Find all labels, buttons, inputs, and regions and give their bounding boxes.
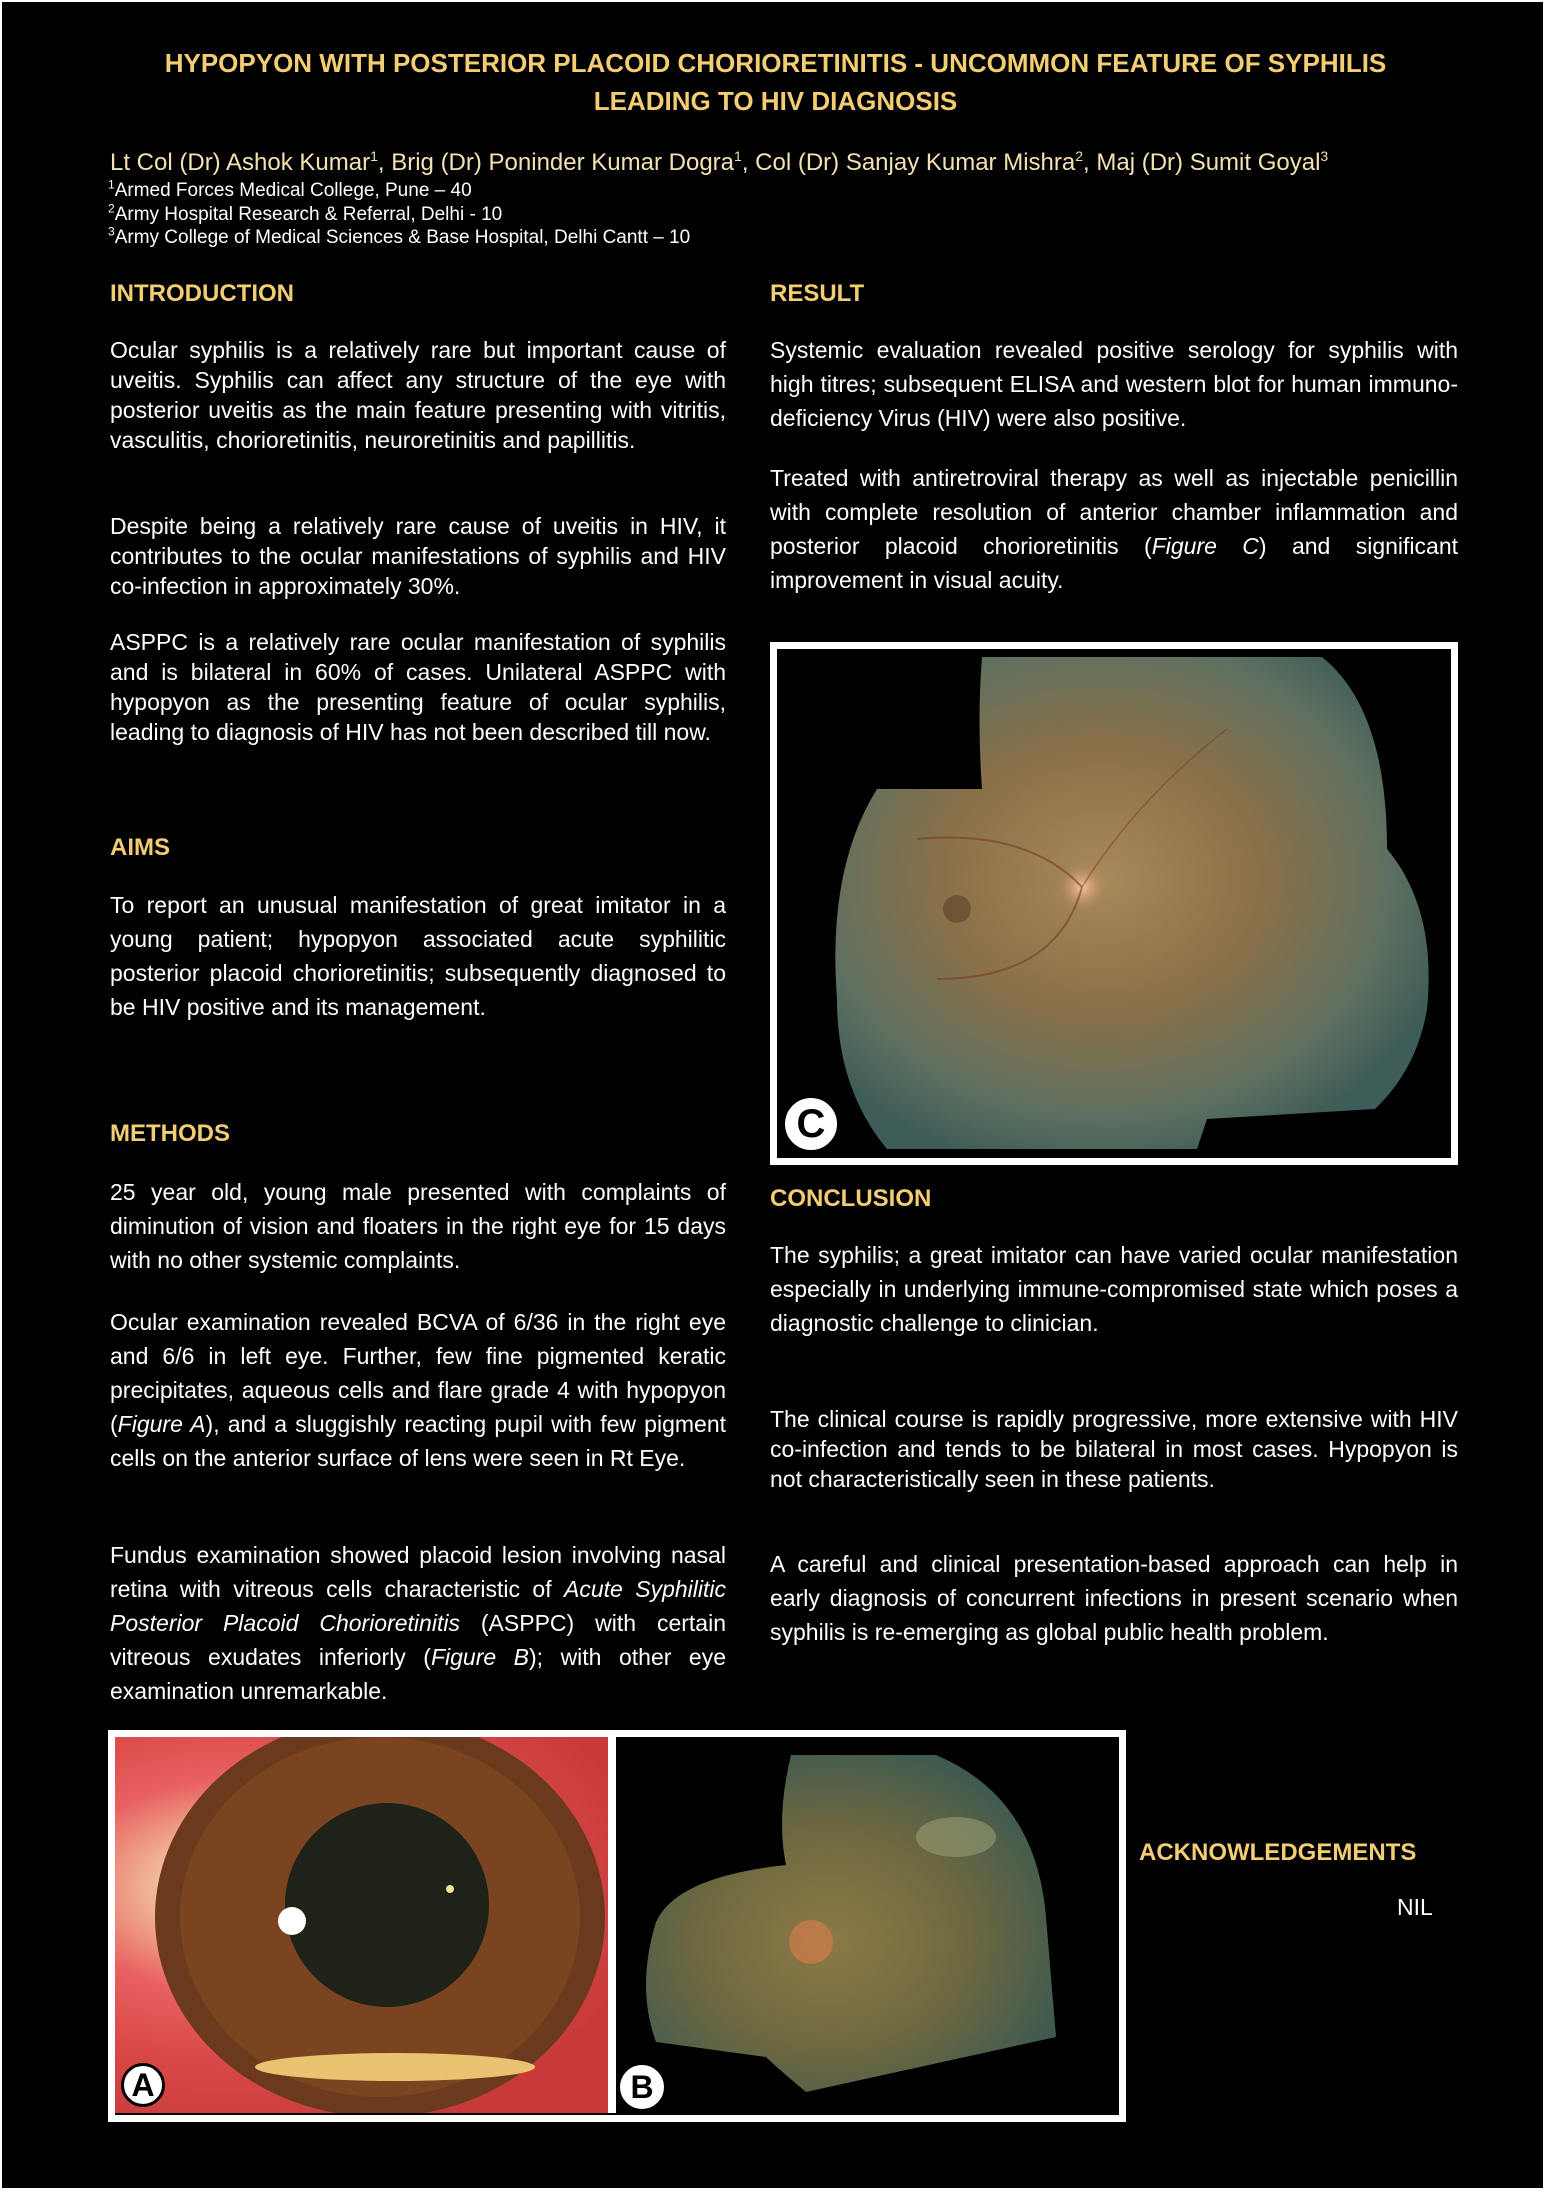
acknowledgements-body: NIL — [1397, 1894, 1433, 1920]
figure-reference: Figure B — [430, 1644, 530, 1670]
conclusion-paragraph: The syphilis; a great imitator can have varied ocular manifestation especially in underlying immune-compromised state which poses a diagnostic challenge to clinician. — [770, 1242, 1458, 1336]
introduction-heading: INTRODUCTION — [110, 280, 294, 307]
conclusion-paragraph: The clinical course is rapidly progressive, more extensive with HIV co-infection and tends to be bilateral in most cases. Hypopyon is not characteristically seen in these patients. — [770, 1406, 1458, 1492]
affiliation: $^2$Army Hospital Research & Referral, Delhi - 10 — [108, 201, 503, 225]
aims-heading: AIMS — [110, 834, 170, 861]
author-list — [110, 148, 1328, 178]
result-paragraph: Treated with antiretroviral therapy as well as injectable penicillin with complete resolution of anterior chamber inflammation and posterior placoid chorioretinitis (Figure C) and significant improvement in visual acuity. — [770, 465, 1458, 593]
author: Col (Dr) Sanjay Kumar Mishra$^2$, — [755, 148, 1097, 176]
methods-paragraph: Fundus examination showed placoid lesion involving nasal retina with vitreous cells characteristic of Acute Syphilitic Posterior Placoid Chorioretinitis (ASPPC) with certain vitreous exudates inferiorly (Figure B); with other eye examination unremarkable. — [110, 1542, 726, 1704]
figure-label-c: C — [785, 1098, 837, 1150]
eye-photo-a — [115, 1737, 608, 2113]
introduction-paragraph: ASPPC is a relatively rare ocular manifestation of syphilis and is bilateral in 60% of cases. Unilateral ASPPC with hypopyon as the presenting feature of ocular syphilis, leading to diagnosis of HIV has not been described till now. — [110, 629, 726, 745]
fundus-image-c — [777, 649, 1451, 1158]
figure-ab — [108, 1730, 1126, 2122]
figure-c — [770, 642, 1458, 1165]
figure-label-a: A — [121, 2063, 165, 2107]
fundus-image-b — [616, 1737, 1122, 2113]
author: Brig (Dr) Poninder Kumar Dogra$^1$, — [391, 148, 756, 176]
figure-b — [616, 1737, 1122, 2113]
methods-paragraph: 25 year old, young male presented with complaints of diminution of vision and floaters in the right eye for 15 days with no other systemic complaints. — [110, 1179, 726, 1273]
title-line-1: HYPOPYON WITH POSTERIOR PLACOID CHORIORETINITIS - UNCOMMON FEATURE OF SYPHILIS — [164, 48, 1387, 78]
conclusion-heading: CONCLUSION — [770, 1185, 932, 1212]
methods-heading: METHODS — [110, 1120, 230, 1147]
author: Maj (Dr) Sumit Goyal$^3$ — [1096, 148, 1329, 176]
author: Lt Col (Dr) Ashok Kumar$^1$, — [110, 148, 392, 176]
poster-title — [72, 44, 1479, 120]
conclusion-paragraph: A careful and clinical presentation-based approach can help in early diagnosis of concurrent infections in present scenario when syphilis is re-emerging as global public health problem. — [770, 1551, 1458, 1645]
figure-a — [115, 1737, 608, 2113]
result-paragraph: Systemic evaluation revealed positive serology for syphilis with high titres; subsequent ELISA and western blot for human immuno-deficiency Virus (HIV) were also positive. — [770, 337, 1458, 431]
poster — [2, 2, 1543, 2188]
introduction-paragraph: Despite being a relatively rare cause of uveitis in HIV, it contributes to the ocular manifestations of syphilis and HIV co-infection in approximately 30%. — [110, 513, 726, 599]
figure-reference: Figure C — [1151, 533, 1259, 559]
affiliation: $^1$Armed Forces Medical College, Pune – 40 — [108, 177, 472, 201]
acknowledgements-heading: ACKNOWLEDGEMENTS — [1139, 1839, 1417, 1866]
figure-reference: Figure A — [117, 1411, 206, 1437]
affiliation: $^3$Army College of Medical Sciences & Base Hospital, Delhi Cantt – 10 — [108, 224, 691, 248]
methods-paragraph: Ocular examination revealed BCVA of 6/36 in the right eye and 6/6 in left eye. Further, few fine pigmented keratic precipitates, aqueous cells and flare grade 4 with hypopyon (Figure A), and a sluggishly reacting pupil with few pigment cells on the anterior surface of lens were seen in Rt Eye. — [110, 1309, 726, 1471]
result-heading: RESULT — [770, 280, 865, 307]
figure-label-b: B — [620, 2065, 664, 2109]
title-line-2: LEADING TO HIV DIAGNOSIS — [593, 86, 958, 116]
aims-paragraph: To report an unusual manifestation of great imitator in a young patient; hypopyon associated acute syphilitic posterior placoid chorioretinitis; subsequently diagnosed to be HIV positive and its management. — [110, 892, 726, 1020]
figure-divider — [608, 1737, 616, 2113]
introduction-paragraph: Ocular syphilis is a relatively rare but important cause of uveitis. Syphilis can affect any structure of the eye with posterior uveitis as the main feature presenting with vitritis, vasculitis, chorioretinitis, neuroretinitis and papillitis. — [110, 337, 726, 453]
